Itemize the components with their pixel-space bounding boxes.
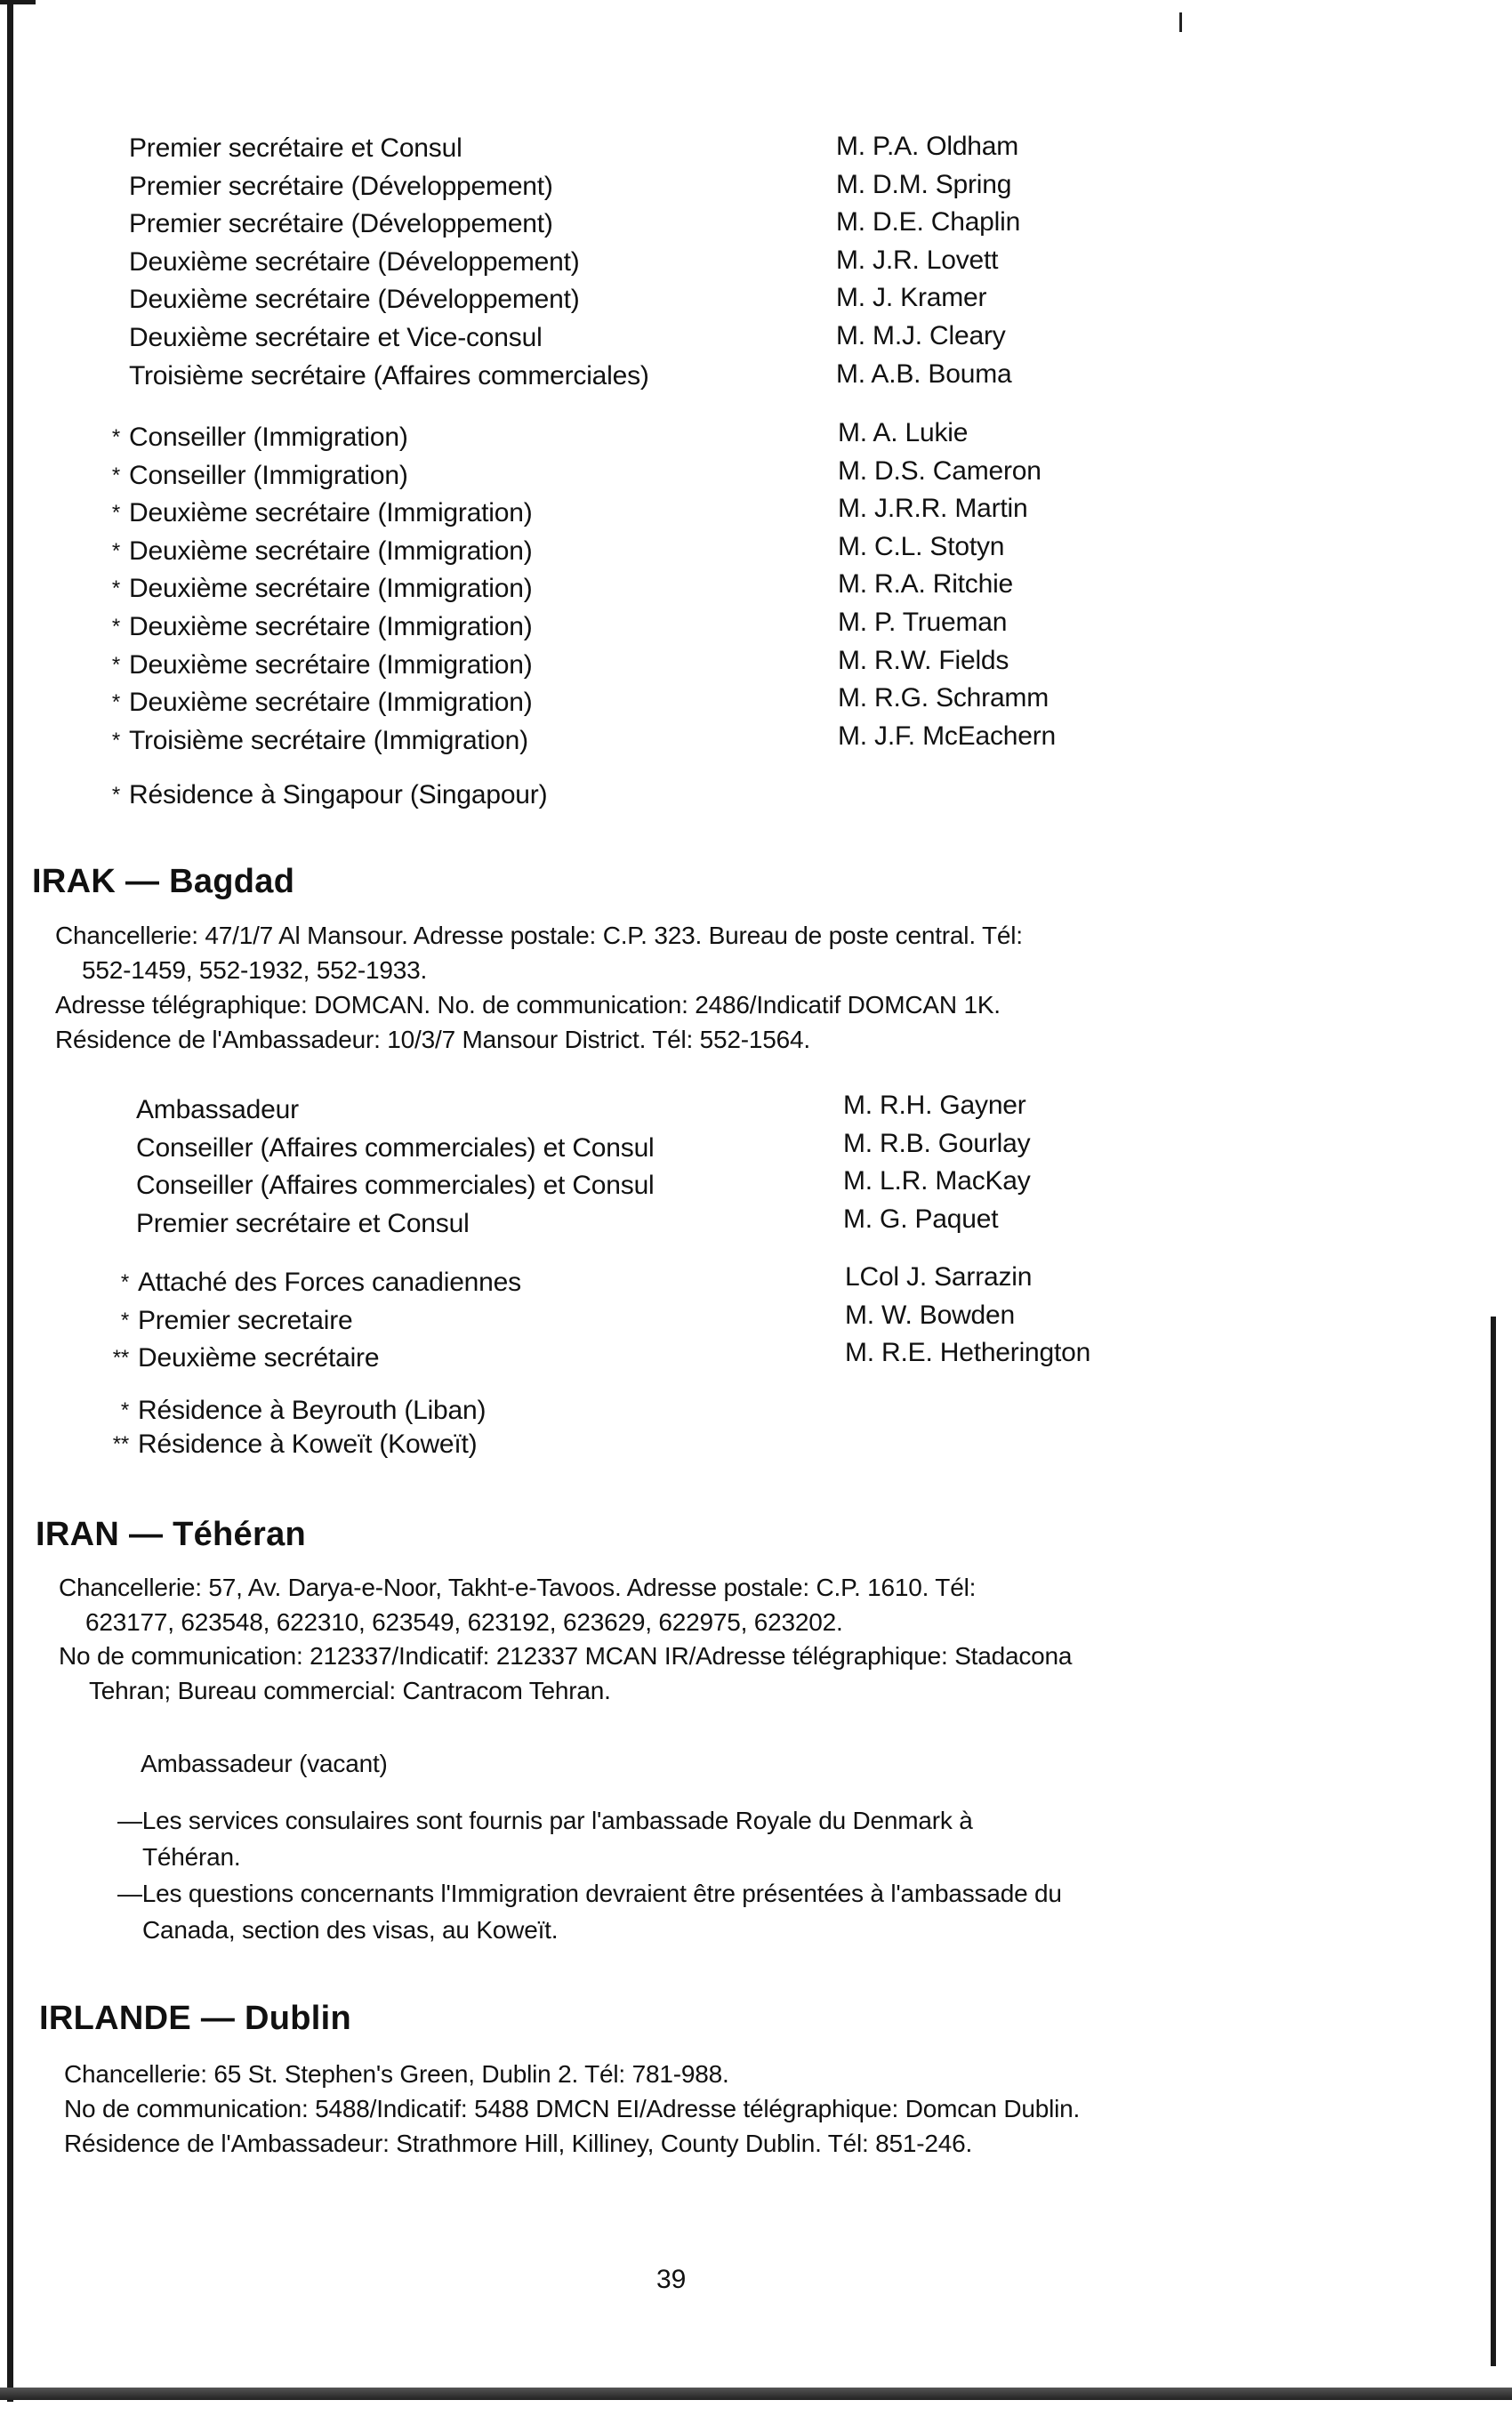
staff-row (120, 1302, 521, 1341)
asterisk-marker: * (120, 1308, 129, 1333)
staff-title: Premier secretaire (138, 1305, 353, 1335)
staff-name: M. R.A. Ritchie (838, 569, 1014, 600)
note-line: —Les questions concernants l'Immigration devraient être présentées à l'ambassade du (117, 1880, 1062, 1907)
scan-edge-bottom (0, 2388, 1512, 2400)
note-line: —Les services consulaires sont fournis par l'ambassade Royale du Denmark à (117, 1807, 973, 1834)
immigration-row (111, 608, 533, 647)
asterisk-marker: * (120, 1398, 129, 1422)
immigration-row (111, 495, 533, 533)
staff-row (120, 1264, 521, 1302)
staff-title: Deuxième secrétaire (Immigration) (129, 574, 533, 604)
irlande-info (64, 2057, 1080, 2161)
staff-row (112, 1340, 521, 1378)
note-line: Téhéran. (142, 1843, 241, 1871)
immigration-row (111, 533, 533, 571)
iran-ambassador: Ambassadeur (vacant) (141, 1750, 388, 1777)
staff-name: LCol J. Sarrazin (845, 1262, 1033, 1292)
asterisk-marker: * (111, 463, 120, 487)
immigration-row (111, 570, 533, 608)
staff-title: Troisième secrétaire (Affaires commerciales) (129, 360, 649, 391)
staff-name: M. P. Trueman (838, 607, 1008, 637)
staff-title: Deuxième secrétaire (Immigration) (129, 536, 533, 566)
singapore-staff-names (836, 128, 1020, 393)
info-line: No de communication: 5488/Indicatif: 5488 DMCN EI/Adresse télégraphique: Domcan Dublin. (64, 2095, 1081, 2122)
singapore-immigration-titles (111, 419, 533, 760)
immigration-row (111, 457, 533, 495)
section-heading-irlande: IRLANDE — Dublin (39, 2000, 351, 2037)
staff-title: Premier secrétaire et Consul (129, 133, 462, 163)
staff-name: M. D.E. Chaplin (836, 207, 1021, 238)
staff-name: M. R.B. Gourlay (843, 1128, 1031, 1158)
staff-title: Deuxième secrétaire (Immigration) (129, 611, 533, 641)
staff-title: Deuxième secrétaire (Développement) (129, 246, 580, 277)
iran-notes (117, 1802, 1062, 1948)
immigration-row (111, 647, 533, 685)
asterisk-marker: * (111, 614, 120, 639)
irak-staff-names (843, 1087, 1031, 1238)
scan-edge-left (7, 0, 13, 2402)
info-line: 623177, 623548, 622310, 623549, 623192, 623629, 622975, 623202. (85, 1607, 843, 1636)
scan-edge-right (1491, 1317, 1496, 2366)
singapore-notes (111, 777, 548, 815)
staff-title: Deuxième secrétaire (138, 1343, 380, 1373)
staff-title: Conseiller (Immigration) (129, 460, 408, 490)
footnote-text: Résidence à Koweït (Koweït) (138, 1429, 478, 1459)
page-number: 39 (656, 2265, 687, 2294)
asterisk-marker: * (111, 501, 120, 526)
staff-title: Attaché des Forces canadiennes (138, 1268, 521, 1297)
irak-staff-titles (136, 1091, 655, 1243)
staff-name: M. C.L. Stotyn (838, 531, 1005, 561)
scan-mark (1179, 12, 1182, 32)
irak-notes (112, 1394, 487, 1462)
asterisk-marker: * (111, 690, 120, 715)
staff-title: Deuxième secrétaire (Immigration) (129, 498, 533, 528)
staff-title: Premier secrétaire (Développement) (129, 171, 553, 201)
staff-name: M. P.A. Oldham (836, 132, 1019, 161)
staff-title: Deuxième secrétaire (Immigration) (129, 688, 533, 718)
staff-title: Premier secrétaire et Consul (136, 1208, 470, 1238)
footnote (120, 1394, 487, 1428)
info-line: Chancellerie: 47/1/7 Al Mansour. Adresse postale: C.P. 323. Bureau de poste central. Tél: (55, 922, 1023, 949)
staff-title: Ambassadeur (136, 1095, 299, 1124)
info-line: Résidence de l'Ambassadeur: Strathmore Hill, Killiney, County Dublin. Tél: 851-246. (64, 2130, 973, 2157)
section-heading-iran: IRAN — Téhéran (36, 1516, 307, 1553)
staff-name: M. A. Lukie (838, 418, 969, 447)
staff-name: M. J.F. McEachern (838, 721, 1056, 751)
footnote (111, 777, 548, 815)
asterisk-marker: * (120, 1270, 129, 1294)
irak-other-names (845, 1259, 1090, 1373)
immigration-row (111, 722, 533, 761)
irak-info (55, 918, 1023, 1057)
scan-edge-top (0, 0, 36, 4)
staff-name: M. R.W. Fields (838, 645, 1009, 675)
staff-name: M. G. Paquet (843, 1204, 999, 1234)
staff-title: Deuxième secrétaire (Immigration) (129, 649, 533, 680)
asterisk-marker: * (111, 576, 120, 601)
info-line: No de communication: 212337/Indicatif: 212337 MCAN IR/Adresse télégraphique: Stadacona (59, 1642, 1073, 1670)
section-heading-irak: IRAK — Bagdad (32, 863, 295, 900)
staff-name: M. J. Kramer (836, 283, 987, 313)
staff-title: Deuxième secrétaire (Développement) (129, 285, 580, 315)
footnote (112, 1428, 486, 1462)
asterisk-marker: * (111, 783, 120, 807)
info-line: Tehran; Bureau commercial: Cantracom Tehran. (89, 1676, 611, 1704)
staff-name: M. L.R. MacKay (843, 1166, 1031, 1196)
immigration-row (111, 684, 533, 722)
staff-name: M. J.R.R. Martin (838, 494, 1028, 524)
staff-name: M. R.H. Gayner (843, 1091, 1026, 1120)
staff-title: Conseiller (Affaires commerciales) et Consul (136, 1171, 655, 1201)
footnote-text: Résidence à Singapour (Singapour) (129, 780, 548, 809)
info-line: Chancellerie: 57, Av. Darya-e-Noor, Takht-e-Tavoos. Adresse postale: C.P. 1610. Tél: (59, 1574, 977, 1601)
staff-title: Troisième secrétaire (Immigration) (129, 725, 528, 755)
staff-name: M. R.G. Schramm (838, 683, 1050, 713)
staff-title: Conseiller (Affaires commerciales) et Consul (136, 1132, 655, 1163)
asterisk-marker: ** (112, 1432, 129, 1456)
asterisk-marker: * (111, 728, 120, 753)
staff-name: M. M.J. Cleary (836, 320, 1006, 350)
immigration-row (111, 419, 533, 457)
info-line: Chancellerie: 65 St. Stephen's Green, Dublin 2. Tél: 781-988. (64, 2060, 729, 2088)
asterisk-marker: * (111, 538, 120, 563)
staff-name: M. W. Bowden (845, 1300, 1016, 1330)
staff-name: M. D.S. Cameron (838, 455, 1042, 486)
asterisk-marker: * (111, 652, 120, 677)
asterisk-marker: ** (112, 1346, 129, 1371)
staff-title: Premier secrétaire (Développement) (129, 209, 553, 239)
singapore-immigration-names (838, 415, 1056, 755)
staff-name: M. A.B. Bouma (836, 358, 1012, 389)
singapore-staff-titles (129, 130, 649, 395)
staff-name: M. J.R. Lovett (836, 245, 999, 275)
footnote-text: Résidence à Beyrouth (Liban) (138, 1396, 487, 1425)
staff-title: Deuxième secrétaire et Vice-consul (129, 322, 543, 352)
irak-other-titles (112, 1264, 521, 1378)
info-line: 552-1459, 552-1932, 552-1933. (82, 956, 428, 984)
staff-name: M. D.M. Spring (836, 169, 1012, 199)
staff-name: M. R.E. Hetherington (845, 1338, 1091, 1368)
asterisk-marker: * (111, 425, 120, 449)
info-line: Adresse télégraphique: DOMCAN. No. de communication: 2486/Indicatif DOMCAN 1K. (55, 991, 1001, 1019)
note-line: Canada, section des visas, au Koweït. (142, 1916, 559, 1944)
info-line: Résidence de l'Ambassadeur: 10/3/7 Mansour District. Tél: 552-1564. (55, 1026, 810, 1053)
staff-title: Conseiller (Immigration) (129, 423, 408, 452)
iran-info (59, 1571, 1072, 1708)
